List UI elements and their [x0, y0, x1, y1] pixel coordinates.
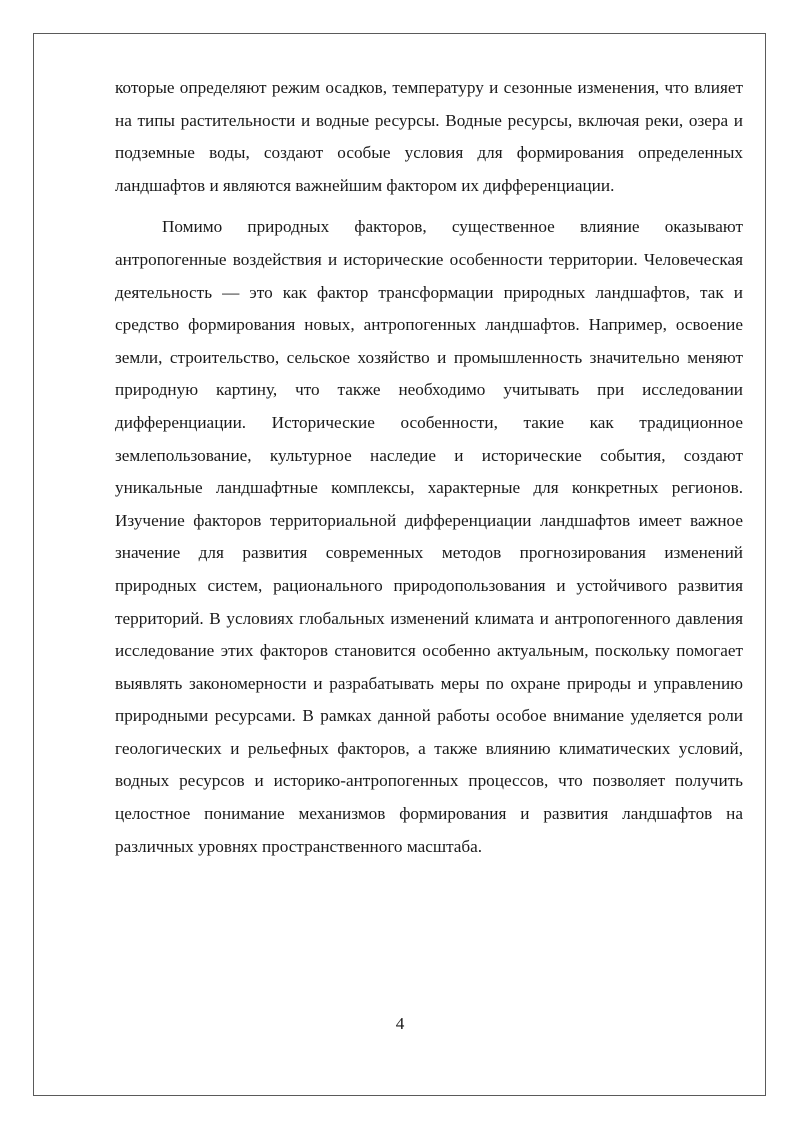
paragraph-factors: Помимо природных факторов, существенное влияние оказывают антропогенные воздействия и исторические особенности территории. Человеческая деятельность — это как фактор трансформации природных ландшафтов, так и средство формирования новых, антропогенных ландшафтов. Например, освоение земли, строительство, сельское хозяйство и промышленность значительно меняют природную картину, что также необходимо учитывать при исследовании дифференциации. Исторические особенности, такие как традиционное землепользование, культурное наследие и исторические события, создают уникальные ландшафтные комплексы, характерные для конкретных регионов. Изучение факторов территориальной дифференциации ландшафтов имеет важное значение для развития современных методов прогнозирования изменений природных систем, рационального природопользования и устойчивого развития территорий. В условиях глобальных изменений климата и антропогенного давления исследование этих факторов становится особенно актуальным, поскольку помогает выявлять закономерности и разрабатывать меры по охране природы и управлению природными ресурсами. В рамках данной работы особое внимание уделяется роли геологических и рельефных факторов, а также влиянию климатических условий, водных ресурсов и историко-антропогенных процессов, что позволяет получить целостное понимание механизмов формирования и развития ландшафтов на различных уровнях пространственного масштаба. — [115, 217, 743, 856]
paragraph-continuation: которые определяют режим осадков, температуру и сезонные изменения, что влияет на типы растительности и водные ресурсы. Водные ресурсы, включая реки, озера и подземные воды, создают особые условия для формирования определенных ландшафтов и являются важнейшим фактором их дифференциации. — [115, 78, 743, 195]
page-number: 4 — [395, 1014, 405, 1033]
document-body — [115, 72, 743, 863]
